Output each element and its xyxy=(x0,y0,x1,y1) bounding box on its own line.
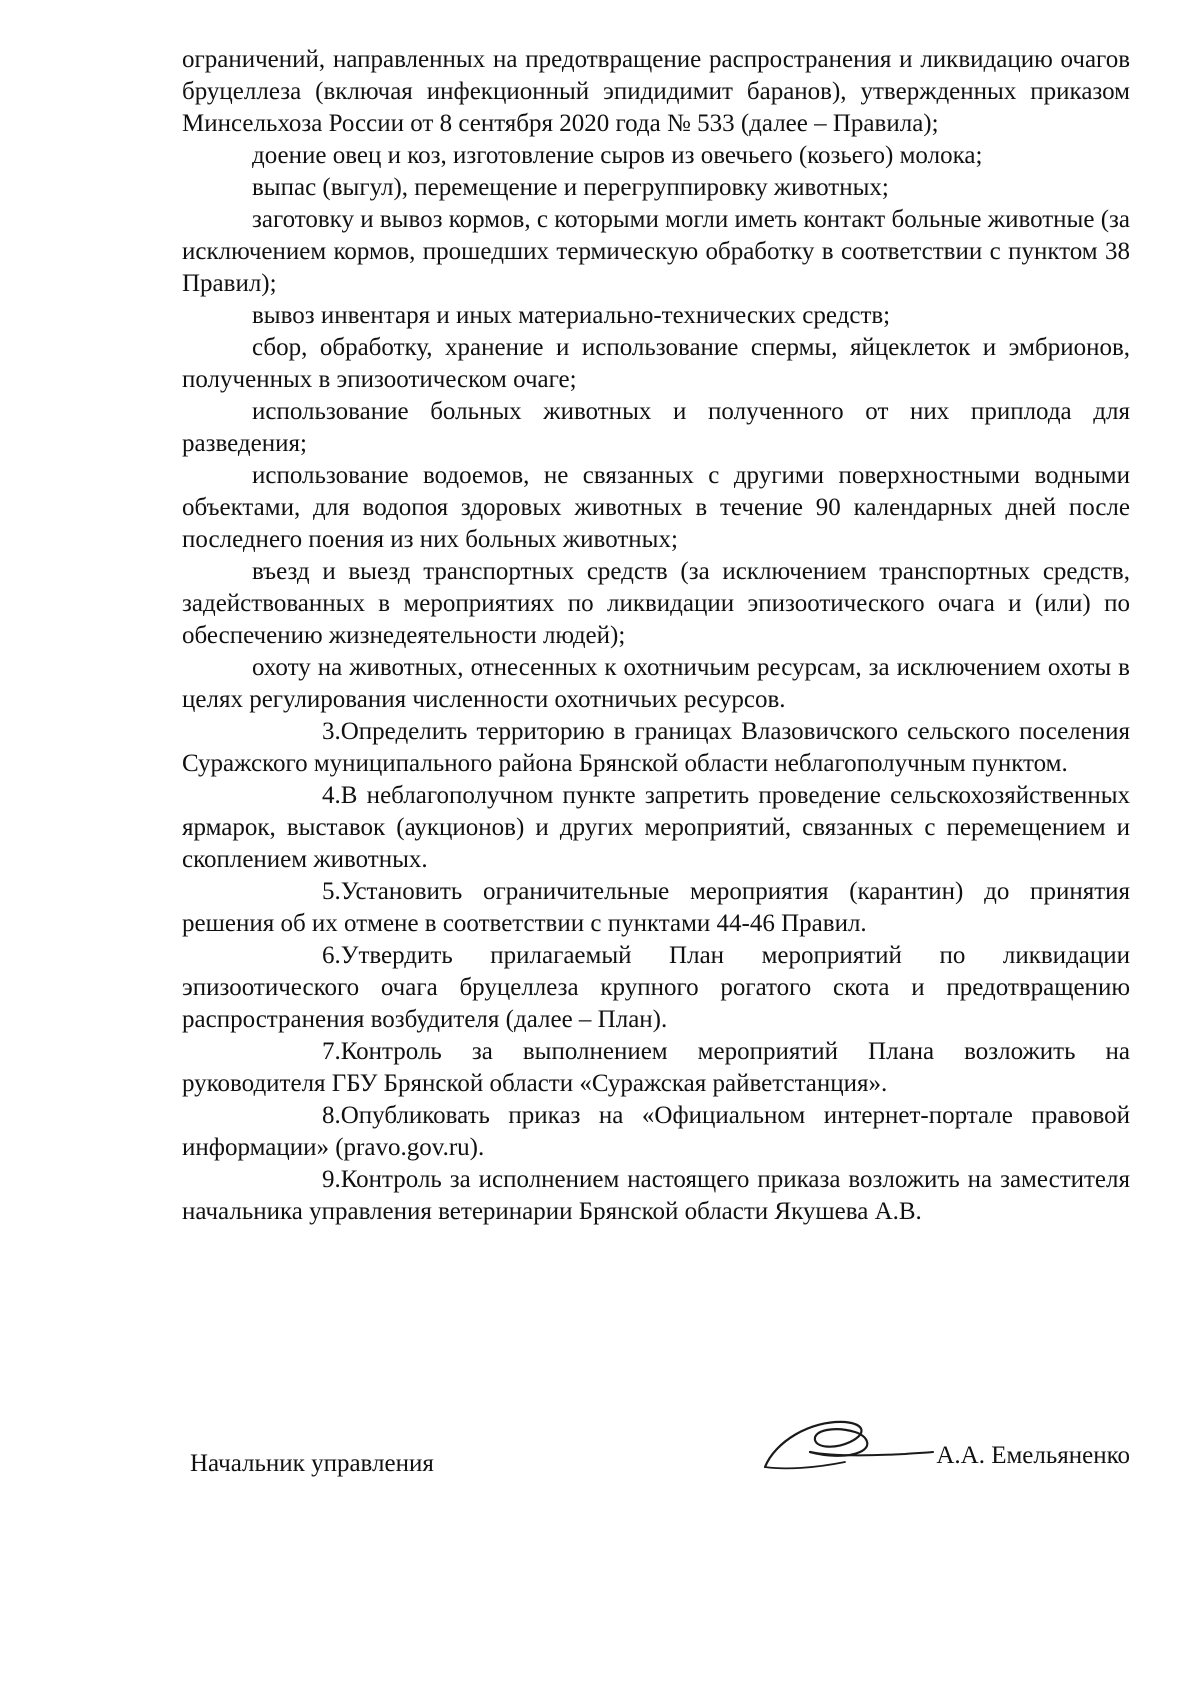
document-paragraph xyxy=(182,44,1130,140)
document-paragraph xyxy=(182,204,1130,300)
paragraph-text: Контроль за выполнением мероприятий Плана возложить на руководителя ГБУ Брянской области «Суражская райветстанция». xyxy=(182,1038,1130,1097)
paragraph-text: доение овец и коз, изготовление сыров из овечьего (козьего) молока; xyxy=(252,142,983,169)
document-paragraph xyxy=(182,332,1130,396)
signature-block xyxy=(190,1430,1130,1490)
document-paragraph xyxy=(182,460,1130,556)
document-paragraph xyxy=(182,396,1130,460)
paragraph-number: 4. xyxy=(322,782,341,809)
document-paragraph xyxy=(182,1100,1130,1164)
paragraph-text: въезд и выезд транспортных средств (за исключением транспортных средств, задействованных в мероприятиях по ликвидации эпизоотического очага и (или) по обеспечению жизнедеятельности людей); xyxy=(182,558,1130,649)
paragraph-text: использование больных животных и полученного от них приплода для разведения; xyxy=(182,398,1130,457)
signatory-name: А.А. Емельяненко xyxy=(936,1442,1130,1469)
document-paragraph xyxy=(182,300,1130,332)
paragraph-text: Утвердить прилагаемый План мероприятий по ликвидации эпизоотического очага бруцеллеза крупного рогатого скота и предотвращению распространения возбудителя (далее – План). xyxy=(182,942,1130,1033)
document-paragraph xyxy=(182,780,1130,876)
paragraph-text: выпас (выгул), перемещение и перегруппировку животных; xyxy=(252,174,889,201)
paragraph-text: В неблагополучном пункте запретить проведение сельскохозяйственных ярмарок, выставок (аукционов) и других мероприятий, связанных с перемещением и скоплением животных. xyxy=(182,782,1130,873)
document-paragraph xyxy=(182,140,1130,172)
handwritten-signature xyxy=(755,1412,935,1482)
paragraph-text: Определить территорию в границах Влазовичского сельского поселения Суражского муниципального района Брянской области неблагополучным пунктом. xyxy=(182,718,1130,777)
document-paragraph xyxy=(182,1036,1130,1100)
document-body xyxy=(182,44,1130,1228)
paragraph-text: использование водоемов, не связанных с другими поверхностными водными объектами, для водопоя здоровых животных в течение 90 календарных дней после последнего поения из них больных животных; xyxy=(182,462,1130,553)
paragraph-text: Установить ограничительные мероприятия (карантин) до принятия решения об их отмене в соответствии с пунктами 44-46 Правил. xyxy=(182,878,1130,937)
paragraph-number: 3. xyxy=(322,718,341,745)
paragraph-text: Контроль за исполнением настоящего приказа возложить на заместителя начальника управления ветеринарии Брянской области Якушева А.В. xyxy=(182,1166,1130,1225)
document-paragraph xyxy=(182,876,1130,940)
paragraph-number: 5. xyxy=(322,878,341,905)
document-paragraph xyxy=(182,1164,1130,1228)
paragraph-text: ограничений, направленных на предотвращение распространения и ликвидацию очагов бруцеллеза (включая инфекционный эпидидимит баранов), утвержденных приказом Минсельхоза России от 8 сентября 2020 года № 533 (далее – Правила); xyxy=(182,46,1130,137)
paragraph-text: Опубликовать приказ на «Официальном интернет-портале правовой информации» (pravo.gov.ru). xyxy=(182,1102,1130,1161)
document-paragraph xyxy=(182,716,1130,780)
document-paragraph xyxy=(182,172,1130,204)
document-paragraph xyxy=(182,652,1130,716)
paragraph-text: вывоз инвентаря и иных материально-технических средств; xyxy=(252,302,891,329)
paragraph-number: 8. xyxy=(322,1102,341,1129)
signatory-title: Начальник управления xyxy=(190,1450,434,1477)
paragraph-number: 7. xyxy=(322,1038,341,1065)
paragraph-text: сбор, обработку, хранение и использование спермы, яйцеклеток и эмбрионов, полученных в эпизоотическом очаге; xyxy=(182,334,1130,393)
document-paragraph xyxy=(182,940,1130,1036)
paragraph-number: 9. xyxy=(322,1166,341,1193)
document-paragraph xyxy=(182,556,1130,652)
paragraph-text: заготовку и вывоз кормов, с которыми могли иметь контакт больные животные (за исключением кормов, прошедших термическую обработку в соответствии с пунктом 38 Правил); xyxy=(182,206,1130,297)
paragraph-number: 6. xyxy=(322,942,341,969)
paragraph-text: охоту на животных, отнесенных к охотничьим ресурсам, за исключением охоты в целях регулирования численности охотничьих ресурсов. xyxy=(182,654,1130,713)
